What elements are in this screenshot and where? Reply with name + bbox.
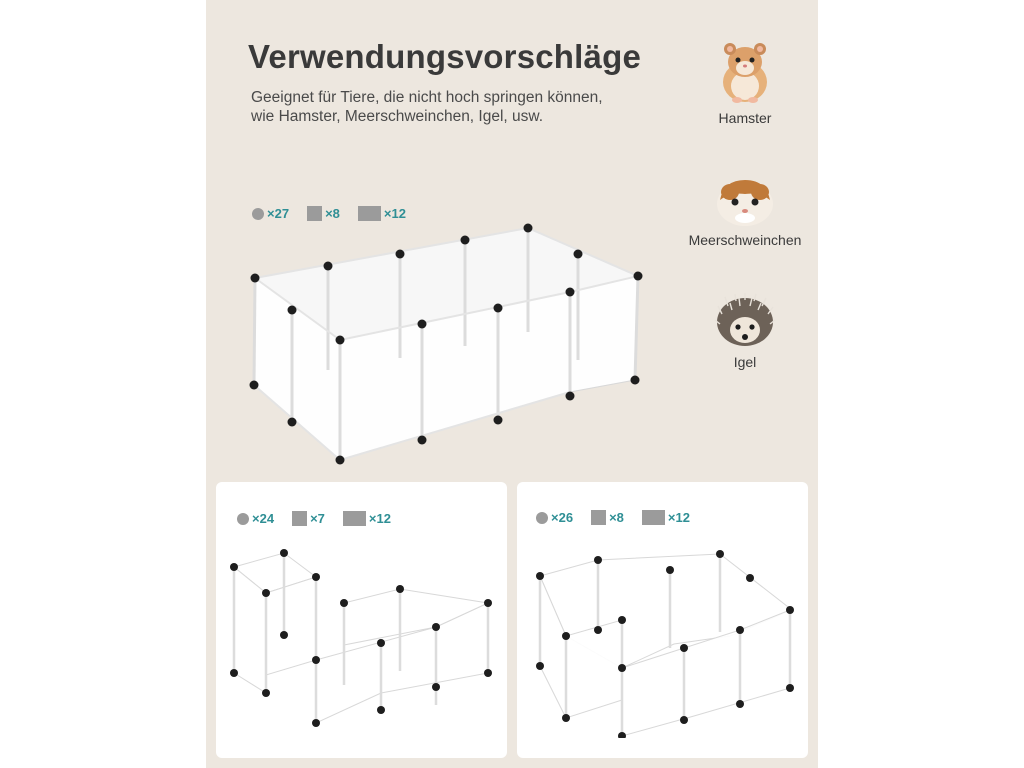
large-panel-icon xyxy=(358,206,381,221)
small-panel-count: ×7 xyxy=(292,511,325,526)
hedgehog-icon xyxy=(714,292,776,350)
connector-icon xyxy=(252,208,264,220)
subtitle xyxy=(251,88,681,126)
connector-count: ×27 xyxy=(252,206,289,221)
u-shaped-pen-illustration xyxy=(534,548,800,738)
animal-hamster xyxy=(695,38,795,126)
l-shaped-pen-illustration xyxy=(226,545,496,745)
large-panel-count: ×12 xyxy=(358,206,406,221)
main-pen-illustration xyxy=(240,220,650,472)
page-title: Verwendungsvorschläge xyxy=(248,38,641,75)
large-panel-icon xyxy=(343,511,366,526)
connector-icon xyxy=(536,512,548,524)
config-1-counts xyxy=(252,206,424,221)
large-panel-count: ×12 xyxy=(343,511,391,526)
small-panel-icon xyxy=(307,206,322,221)
hamster-icon xyxy=(717,38,773,106)
config-3-counts xyxy=(536,510,708,525)
config-2-counts xyxy=(237,511,409,526)
small-panel-count: ×8 xyxy=(591,510,624,525)
subtitle-line-1: Geeignet für Tiere, die nicht hoch springen können, xyxy=(251,89,603,106)
small-panel-count: ×8 xyxy=(307,206,340,221)
connector-icon xyxy=(237,513,249,525)
connector-count: ×24 xyxy=(237,511,274,526)
animal-hedgehog xyxy=(695,292,795,370)
animal-label-hamster: Hamster xyxy=(718,110,772,126)
subtitle-line-2: wie Hamster, Meerschweinchen, Igel, usw. xyxy=(251,108,544,125)
animal-guinea-pig xyxy=(670,174,820,248)
guinea-pig-icon xyxy=(714,174,776,228)
small-panel-icon xyxy=(591,510,606,525)
connector-count: ×26 xyxy=(536,510,573,525)
large-panel-icon xyxy=(642,510,665,525)
small-panel-icon xyxy=(292,511,307,526)
animal-label-guinea-pig: Meerschweinchen xyxy=(688,232,802,248)
animal-label-hedgehog: Igel xyxy=(733,354,757,370)
large-panel-count: ×12 xyxy=(642,510,690,525)
